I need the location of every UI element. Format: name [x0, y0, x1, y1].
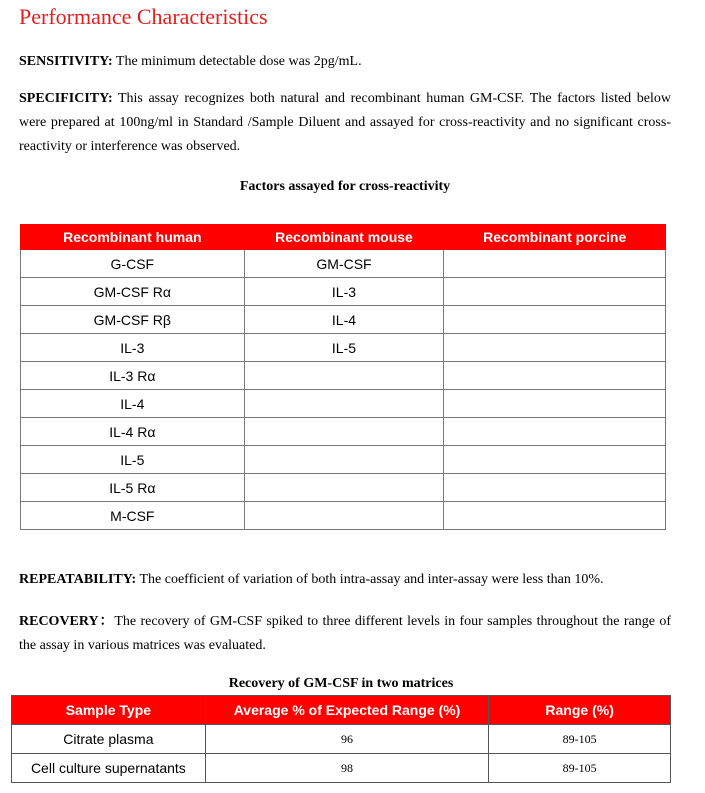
repeatability-label: REPEATABILITY: — [19, 572, 137, 587]
sensitivity-text: The minimum detectable dose was 2pg/mL. — [112, 54, 362, 69]
repeatability-paragraph — [19, 568, 671, 592]
header-sample-type: Sample Type — [12, 696, 206, 725]
table-cell: IL-4 — [244, 306, 444, 334]
table-row — [21, 306, 666, 334]
recovery-table — [11, 695, 671, 783]
table-cell — [444, 502, 666, 530]
table-cell: G-CSF — [21, 250, 245, 278]
table-cell — [444, 390, 666, 418]
table-cell — [244, 446, 444, 474]
table-cell: IL-4 Rα — [21, 418, 245, 446]
cross-reactivity-table — [20, 224, 666, 530]
table-cell — [444, 474, 666, 502]
recovery-caption: Recovery of GM-CSF in two matrices — [228, 676, 454, 691]
range-cell: 89-105 — [489, 725, 671, 754]
table-cell: IL-3 — [244, 278, 444, 306]
header-recombinant-mouse: Recombinant mouse — [244, 225, 444, 250]
range-cell: 89-105 — [489, 754, 671, 783]
table-cell: GM-CSF Rβ — [21, 306, 245, 334]
repeatability-text: The coefficient of variation of both intra-assay and inter-assay were less than 10%. — [136, 572, 604, 587]
table-cell: IL-5 — [244, 334, 444, 362]
table-cell — [444, 362, 666, 390]
recovery-paragraph — [19, 610, 671, 658]
specificity-label: SPECIFICITY: — [19, 91, 113, 106]
table-cell — [244, 390, 444, 418]
sensitivity-label: SENSITIVITY: — [19, 54, 113, 69]
table-row — [21, 390, 666, 418]
header-average-expected: Average % of Expected Range (%) — [205, 696, 489, 725]
header-recombinant-human: Recombinant human — [21, 225, 245, 250]
header-range: Range (%) — [489, 696, 671, 725]
table-header-row — [12, 696, 671, 725]
table-cell — [244, 474, 444, 502]
table-cell: GM-CSF — [244, 250, 444, 278]
page-title: Performance Characteristics — [19, 4, 268, 29]
table-cell — [444, 418, 666, 446]
table-cell — [444, 278, 666, 306]
table-row — [21, 334, 666, 362]
table-row — [21, 502, 666, 530]
table-row — [12, 725, 671, 754]
sensitivity-paragraph — [19, 50, 671, 74]
table-cell: IL-5 — [21, 446, 245, 474]
table-cell: M-CSF — [21, 502, 245, 530]
specificity-paragraph — [19, 87, 671, 159]
table-cell: IL-5 Rα — [21, 474, 245, 502]
recovery-text: The recovery of GM-CSF spiked to three different levels in four samples throughout the range of the assay in various matrices was evaluated. — [19, 614, 672, 653]
cross-reactivity-caption: Factors assayed for cross-reactivity — [239, 179, 451, 194]
average-cell: 96 — [205, 725, 489, 754]
sample-type-cell: Cell culture supernatants — [12, 754, 206, 783]
table-cell — [244, 362, 444, 390]
table-cell — [444, 446, 666, 474]
table-cell: IL-3 — [21, 334, 245, 362]
table-cell — [444, 250, 666, 278]
table-row — [21, 474, 666, 502]
table-row — [21, 446, 666, 474]
table-cell — [444, 306, 666, 334]
table-row — [21, 418, 666, 446]
table-cell: IL-3 Rα — [21, 362, 245, 390]
table-header-row — [21, 225, 666, 250]
specificity-text: This assay recognizes both natural and recombinant human GM-CSF. The factors listed below were prepared at 100ng/ml in Standard /Sample Diluent and assayed for cross-reactivity and no significant cross-reactivity or interference was observed. — [19, 91, 671, 154]
table-cell — [444, 334, 666, 362]
average-cell: 98 — [205, 754, 489, 783]
table-row — [21, 250, 666, 278]
table-row — [12, 754, 671, 783]
header-recombinant-porcine: Recombinant porcine — [444, 225, 666, 250]
recovery-label: RECOVERY： — [19, 614, 115, 629]
table-cell — [244, 418, 444, 446]
table-cell: IL-4 — [21, 390, 245, 418]
table-row — [21, 278, 666, 306]
table-row — [21, 362, 666, 390]
sample-type-cell: Citrate plasma — [12, 725, 206, 754]
table-cell: GM-CSF Rα — [21, 278, 245, 306]
table-cell — [244, 502, 444, 530]
